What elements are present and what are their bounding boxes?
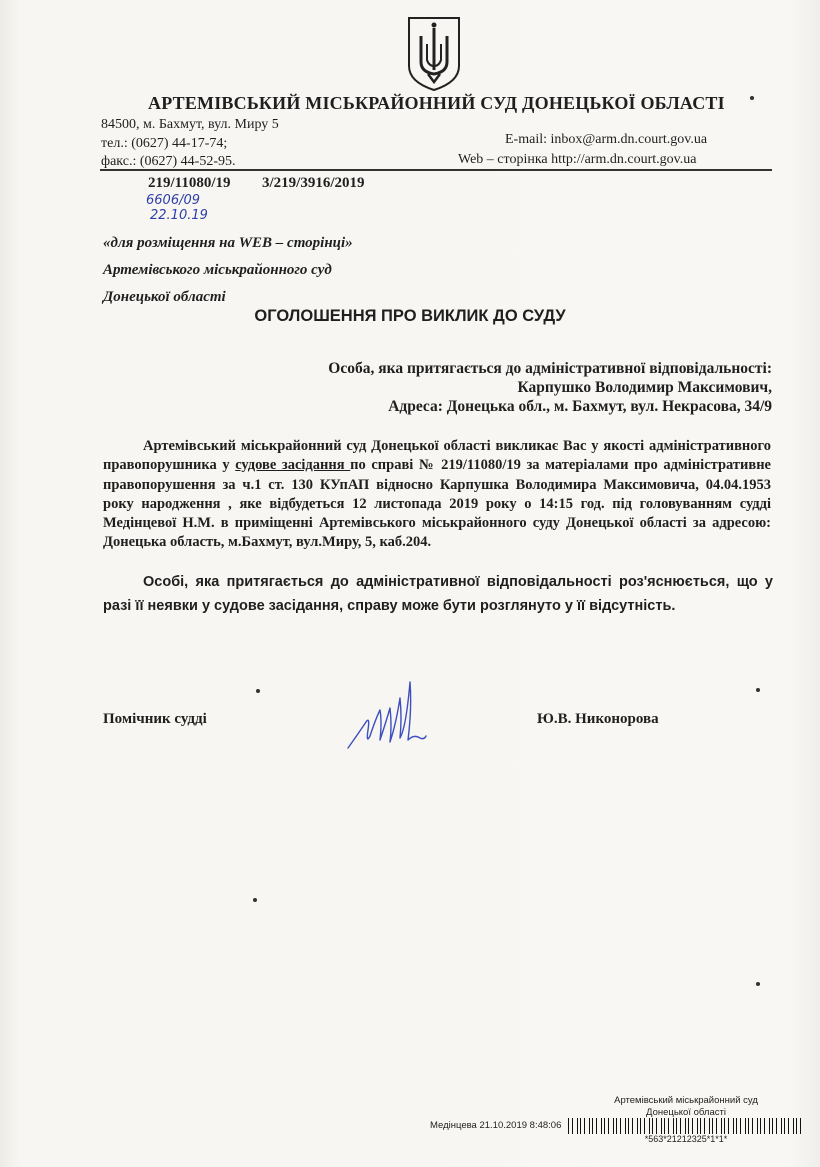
margin-mark xyxy=(756,982,760,986)
court-fax: факс.: (0627) 44-52-95. xyxy=(101,154,236,169)
barcode-number: *563*21212325*1*1* xyxy=(644,1134,728,1144)
handwritten-signature xyxy=(340,678,430,760)
court-email: E-mail: inbox@arm.dn.court.gov.ua xyxy=(505,132,708,147)
stamp-court-name: Артемівський міськрайонний суд xyxy=(614,1095,758,1106)
court-phone: тел.: (0627) 44-17-74; xyxy=(101,136,228,151)
margin-mark xyxy=(256,689,260,693)
addressee-line-1: «для розміщення на WEB – сторінці» xyxy=(103,235,353,251)
registration-number: 3/219/3916/2019 xyxy=(262,175,365,191)
case-number: 219/11080/19 xyxy=(148,175,231,191)
court-title: АРТЕМІВСЬКИЙ МІСЬКРАЙОННИЙ СУД ДОНЕЦЬКОЇ ОБЛАСТІ xyxy=(148,93,725,113)
signatory-name: Ю.В. Никонорова xyxy=(537,711,659,727)
addressee-line-3: Донецької області xyxy=(103,289,226,305)
margin-mark xyxy=(756,688,760,692)
document-barcode xyxy=(568,1118,804,1134)
summons-text-end: по справі № 219/11080/19 за матеріалами про адміністративне правопорушення за ч.1 ст. 130 КУпАП відносно Карпушка Володимира Максимовича, 04.04.1953 року народження , яке відбудеться 12 листопада 2019 року о 14:15 год. під головуванням судді Медінцевої Н.М. в приміщенні Артемівського міськрайонного суду Донецької області за адресою: Донецька область, м.Бахмут, вул.Миру, 5, каб.204. xyxy=(103,457,771,551)
stamp-signed-by: Медінцева 21.10.2019 8:48:06 xyxy=(430,1120,562,1131)
document-title: ОГОЛОШЕННЯ ПРО ВИКЛИК ДО СУДУ xyxy=(254,307,566,325)
handwritten-date: 22.10.19 xyxy=(150,208,208,223)
signatory-role: Помічник судді xyxy=(103,711,207,727)
court-address: 84500, м. Бахмут, вул. Миру 5 xyxy=(101,117,279,132)
party-address: Адреса: Донецька обл., м. Бахмут, вул. Некрасова, 34/9 xyxy=(388,398,772,415)
court-website: Web – сторінка http://arm.dn.court.gov.ua xyxy=(458,152,697,167)
party-heading: Особа, яка притягається до адміністративної відповідальності: xyxy=(328,360,772,377)
handwritten-incoming-number: 6606/09 xyxy=(146,193,201,208)
party-name: Карпушко Володимир Максимович, xyxy=(517,379,772,396)
explanation-paragraph: Особі, яка притягається до адміністративної відповідальності роз'яснюється, що у разі її неявки у судове засідання, справу може бути розглянуто у її відсутність. xyxy=(103,574,773,614)
summons-text-start: Артемівський міськрайонний суд Донецької області викликає Вас у якості адміністративного правопорушника у xyxy=(103,438,771,474)
summons-text-underlined: судове засідання xyxy=(235,457,351,474)
addressee-line-2: Артемівського міськрайонного суд xyxy=(103,262,332,278)
stamp-court-region: Донецької області xyxy=(646,1107,726,1118)
margin-mark xyxy=(750,96,754,100)
margin-mark xyxy=(253,898,257,902)
summons-paragraph xyxy=(103,437,771,553)
coat-of-arms-emblem xyxy=(405,14,463,92)
header-divider xyxy=(100,169,772,171)
